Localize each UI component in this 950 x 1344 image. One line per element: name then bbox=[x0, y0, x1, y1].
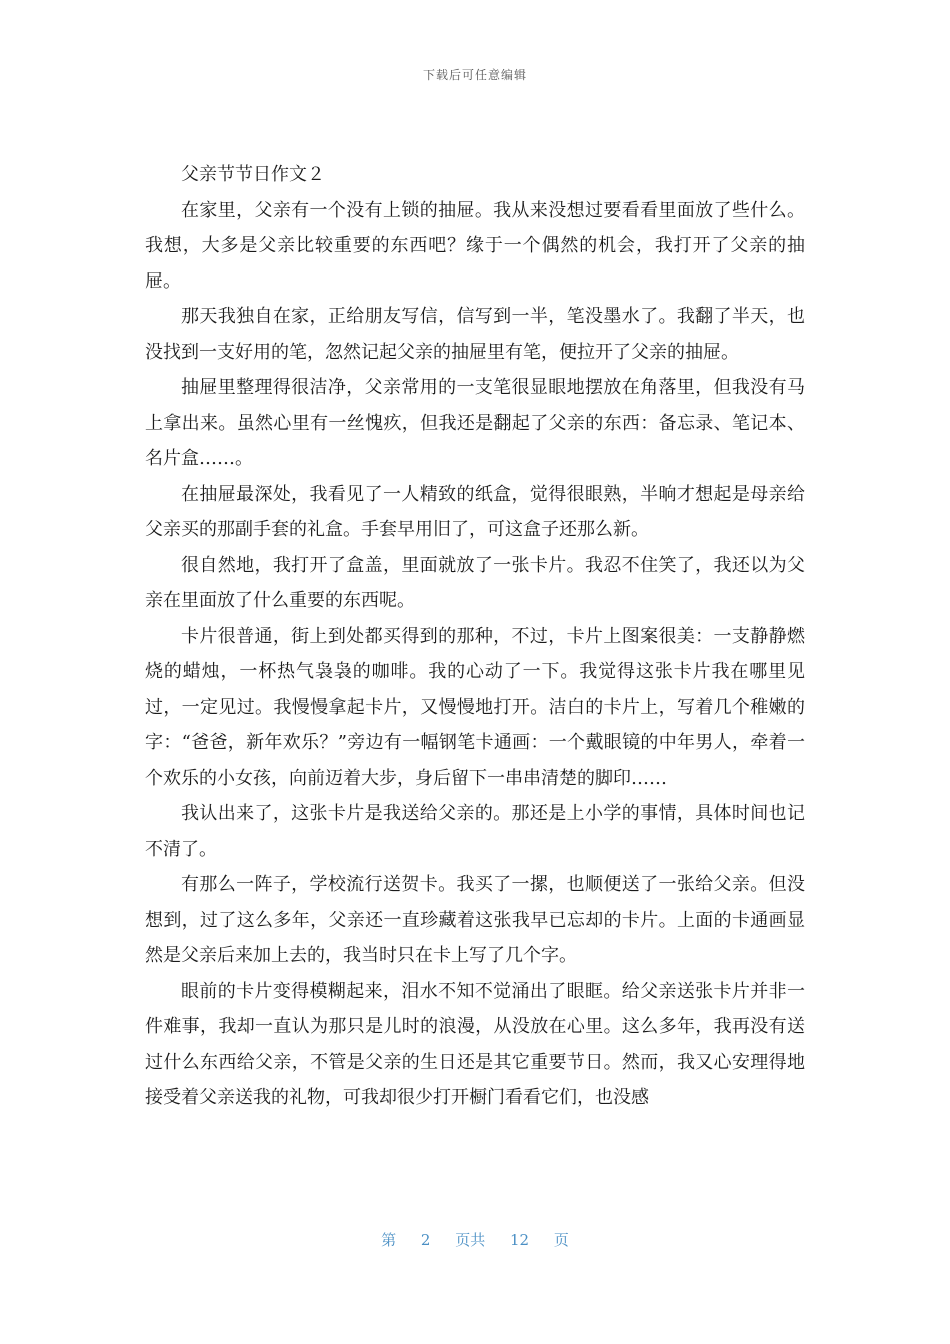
paragraph-2: 那天我独自在家，正给朋友写信，信写到一半，笔没墨水了。我翻了半天，也没找到一支好用的笔，忽然记起父亲的抽屉里有笔，便拉开了父亲的抽屉。 bbox=[145, 306, 805, 363]
paragraph-4: 在抽屉最深处，我看见了一人精致的纸盒，觉得很眼熟，半晌才想起是母亲给父亲买的那副手套的礼盒。手套早用旧了，可这盒子还那么新。 bbox=[145, 483, 805, 540]
paragraph-8: 有那么一阵子，学校流行送贺卡。我买了一摞，也顺便送了一张给父亲。但没想到，过了这么多年，父亲还一直珍藏着这张我早已忘却的卡片。上面的卡通画显然是父亲后来加上去的，我当时只在卡上写了几个字。 bbox=[145, 874, 805, 966]
paragraph-6: 卡片很普通，街上到处都买得到的那种，不过，卡片上图案很美：一支静静燃烧的蜡烛，一杯热气袅袅的咖啡。我的心动了一下。我觉得这张卡片我在哪里见过，一定见过。我慢慢拿起卡片，又慢慢地打开。洁白的卡片上，写着几个稚嫩的字：“爸爸，新年欢乐？”旁边有一幅钢笔卡通画：一个戴眼镜的中年男人，牵着一个欢乐的小女孩，向前迈着大步，身后留下一串串清楚的脚印…… bbox=[145, 625, 805, 789]
paragraph-7: 我认出来了，这张卡片是我送给父亲的。那还是上小学的事情，具体时间也记不清了。 bbox=[145, 803, 805, 860]
footer-middle: 页共 bbox=[455, 1231, 486, 1249]
footer-prefix: 第 bbox=[381, 1231, 397, 1249]
paragraph-5: 很自然地，我打开了盒盖，里面就放了一张卡片。我忍不住笑了，我还以为父亲在里面放了什么重要的东西呢。 bbox=[145, 554, 805, 611]
document-title: 父亲节节日作文２ bbox=[181, 164, 325, 185]
document-body bbox=[145, 157, 805, 1116]
paragraph-3: 抽屉里整理得很洁净，父亲常用的一支笔很显眼地摆放在角落里，但我没有马上拿出来。虽然心里有一丝愧疚，但我还是翻起了父亲的东西：备忘录、笔记本、名片盒……。 bbox=[145, 377, 805, 469]
page-header: 下载后可任意编辑 bbox=[422, 68, 527, 82]
page-number-footer bbox=[0, 1229, 950, 1250]
paragraph-1: 在家里，父亲有一个没有上锁的抽屉。我从来没想过要看看里面放了些什么。我想，大多是父亲比较重要的东西吧？缘于一个偶然的机会，我打开了父亲的抽屉。 bbox=[145, 199, 805, 292]
footer-suffix: 页 bbox=[553, 1231, 569, 1249]
paragraph-9: 眼前的卡片变得模糊起来，泪水不知不觉涌出了眼眶。给父亲送张卡片并非一件难事，我却一直认为那只是儿时的浪漫，从没放在心里。这么多年，我再没有送过什么东西给父亲，不管是父亲的生日还是其它重要节日。然而，我又心安理得地接受着父亲送我的礼物，可我却很少打开橱门看看它们，也没感 bbox=[145, 980, 805, 1108]
footer-current-page: 2 bbox=[420, 1231, 431, 1249]
footer-total-pages: 12 bbox=[510, 1231, 530, 1249]
